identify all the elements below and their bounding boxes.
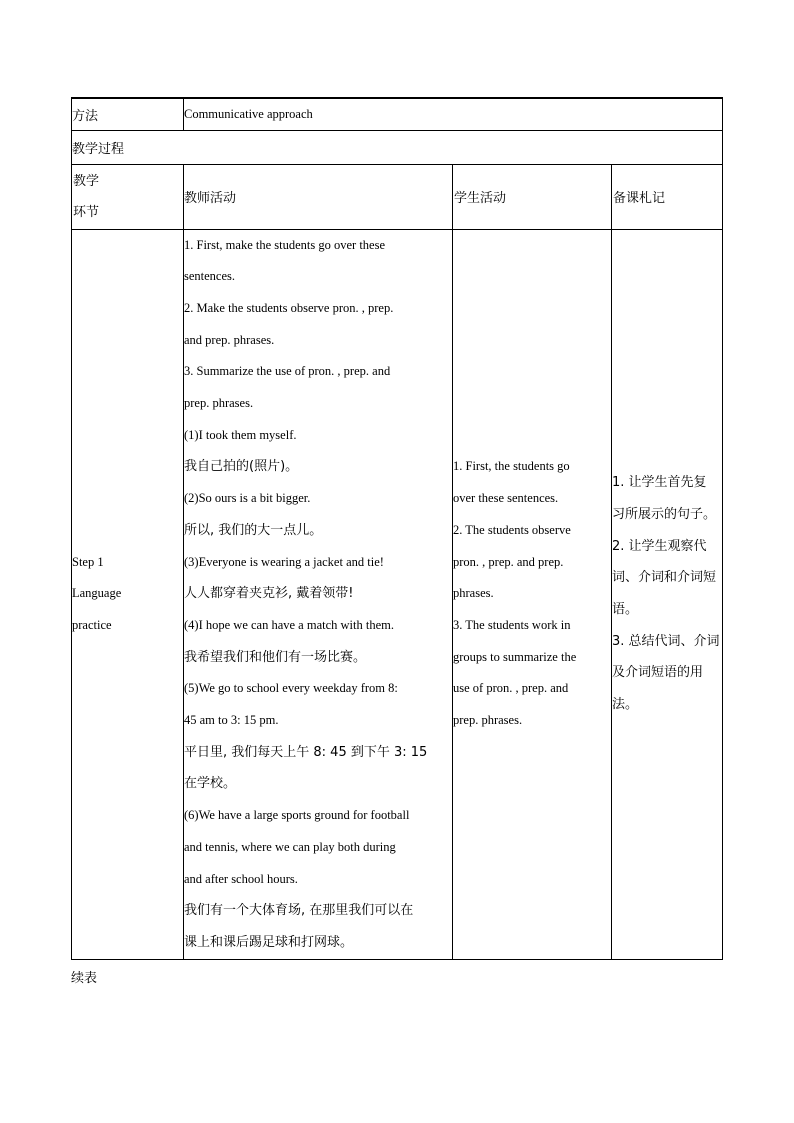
teacher-line: (5)We go to school every weekday from 8: bbox=[184, 681, 398, 696]
teacher-line: 3. Summarize the use of pron. , prep. and bbox=[184, 364, 391, 379]
student-line: use of pron. , prep. and bbox=[453, 681, 569, 696]
teacher-line: 45 am to 3: 15 pm. bbox=[184, 713, 279, 728]
teacher-line: 我希望我们和他们有一场比赛。 bbox=[184, 649, 367, 665]
step-line: Step 1 bbox=[72, 554, 104, 569]
student-line: phrases. bbox=[453, 586, 494, 601]
step-row bbox=[72, 229, 723, 959]
header-notes: 备课札记 bbox=[612, 164, 723, 229]
notes-line: 词、介词和介词短 bbox=[612, 570, 717, 586]
teacher-line: 1. First, make the students go over these bbox=[184, 237, 386, 252]
process-title: 教学过程 bbox=[72, 130, 723, 164]
header-stage-line1: 教学 bbox=[73, 173, 100, 189]
student-line: groups to summarize the bbox=[453, 649, 577, 664]
teacher-line: 人人都穿着夹克衫, 戴着领带! bbox=[184, 586, 354, 602]
notes-line: 法。 bbox=[612, 697, 639, 713]
method-value: Communicative approach bbox=[184, 98, 723, 130]
lesson-plan-table bbox=[71, 97, 723, 960]
step-line: practice bbox=[72, 617, 112, 632]
teacher-line: 2. Make the students observe pron. , prep. bbox=[184, 300, 394, 315]
header-row bbox=[72, 164, 723, 229]
teacher-line: and after school hours. bbox=[184, 871, 298, 886]
teacher-line: (1)I took them myself. bbox=[184, 427, 297, 442]
teacher-line: prep. phrases. bbox=[184, 396, 254, 411]
teacher-line: (3)Everyone is wearing a jacket and tie! bbox=[184, 554, 384, 569]
teacher-line: 我自己拍的(照片)。 bbox=[184, 459, 299, 475]
method-row bbox=[72, 98, 723, 130]
student-line: 2. The students observe bbox=[453, 522, 571, 537]
step-line: Language bbox=[72, 586, 122, 601]
notes-line: 语。 bbox=[612, 602, 639, 618]
notes-line: 2. 让学生观察代 bbox=[612, 538, 707, 554]
header-student: 学生活动 bbox=[453, 164, 612, 229]
teacher-line: 在学校。 bbox=[184, 776, 237, 792]
notes-line: 及介词短语的用 bbox=[612, 665, 704, 681]
student-line: pron. , prep. and prep. bbox=[453, 554, 564, 569]
student-activity-cell bbox=[453, 229, 612, 959]
header-teacher: 教师活动 bbox=[184, 164, 453, 229]
student-line: 3. The students work in bbox=[453, 617, 571, 632]
teacher-line: 课上和课后踢足球和打网球。 bbox=[184, 934, 354, 950]
step-cell bbox=[72, 229, 184, 959]
continued-table-note: 续表 bbox=[71, 971, 98, 986]
header-stage-line2: 环节 bbox=[73, 204, 100, 220]
notes-line: 习所展示的句子。 bbox=[612, 506, 717, 522]
teacher-line: (6)We have a large sports ground for football bbox=[184, 808, 410, 823]
teacher-line: and prep. phrases. bbox=[184, 332, 275, 347]
student-line: prep. phrases. bbox=[453, 713, 523, 728]
header-stage bbox=[72, 164, 184, 229]
process-title-row bbox=[72, 130, 723, 164]
notes-line: 3. 总结代词、介词 bbox=[612, 633, 720, 649]
student-line: 1. First, the students go bbox=[453, 459, 570, 474]
notes-cell bbox=[612, 229, 723, 959]
teacher-line: sentences. bbox=[184, 269, 236, 284]
teacher-line: 平日里, 我们每天上午 8: 45 到下午 3: 15 bbox=[184, 744, 428, 760]
teacher-line: 所以, 我们的大一点儿。 bbox=[184, 522, 323, 538]
notes-line: 1. 让学生首先复 bbox=[612, 475, 707, 491]
method-label: 方法 bbox=[72, 98, 184, 130]
teacher-line: and tennis, where we can play both during bbox=[184, 839, 396, 854]
student-line: over these sentences. bbox=[453, 491, 559, 506]
teacher-line: (4)I hope we can have a match with them. bbox=[184, 617, 394, 632]
teacher-line: (2)So ours is a bit bigger. bbox=[184, 491, 311, 506]
teacher-line: 我们有一个大体育场, 在那里我们可以在 bbox=[184, 903, 414, 919]
teacher-activity-cell bbox=[184, 229, 453, 959]
